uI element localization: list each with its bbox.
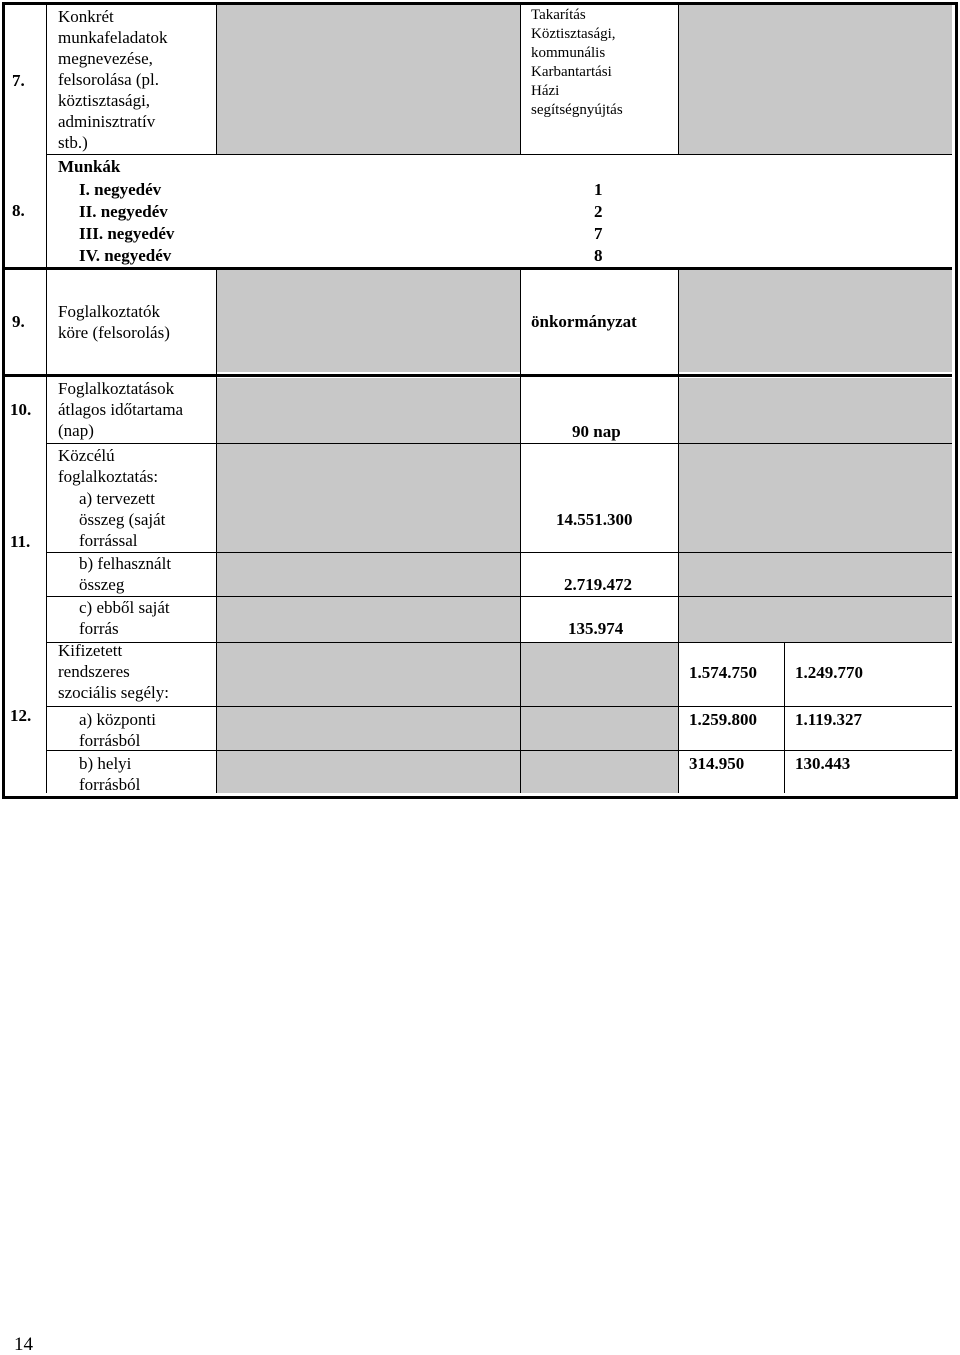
label-line: forrás	[79, 619, 119, 638]
row-divider	[46, 706, 952, 707]
row-divider	[46, 552, 952, 553]
column-divider	[520, 270, 521, 793]
row-number-10: 10.	[10, 400, 32, 419]
row-11-b-value: 2.719.472	[564, 575, 632, 594]
page-number: 14	[14, 1334, 33, 1355]
row-9-label	[58, 301, 170, 343]
row-divider	[46, 642, 952, 643]
quarter-label: I. negyedév	[79, 180, 162, 199]
row-number-7: 7.	[12, 71, 25, 90]
label-line: c) ebből saját	[79, 598, 170, 617]
row-9-value: önkormányzat	[531, 312, 637, 331]
quarter-label: III. negyedév	[79, 224, 175, 243]
column-divider	[784, 643, 785, 793]
task-type: segítségnyújtás	[531, 102, 623, 118]
label-line: rendszeres	[58, 662, 130, 681]
row-divider	[46, 596, 952, 597]
label-line: Kifizetett	[58, 641, 123, 660]
row-11-label	[58, 445, 158, 487]
column-divider	[216, 5, 217, 154]
row-11-c-label	[79, 597, 170, 639]
row-divider	[5, 374, 952, 377]
column-divider	[520, 5, 521, 154]
row-12-b-value: 130.443	[795, 754, 851, 773]
label-line: köre (felsorolás)	[58, 323, 170, 342]
task-type: Házi	[531, 83, 560, 99]
label-line: forrásból	[79, 731, 141, 750]
column-divider	[678, 270, 679, 793]
row-divider	[46, 154, 952, 155]
row-12-b-value: 314.950	[689, 754, 745, 773]
row-number-12: 12.	[10, 706, 32, 725]
column-divider	[216, 270, 217, 793]
row-12-b-label	[79, 753, 140, 795]
row-number-9: 9.	[12, 312, 25, 331]
label-line: szociális segély:	[58, 683, 169, 702]
row-divider	[46, 443, 952, 444]
column-divider	[46, 5, 47, 793]
task-type: kommunális	[531, 45, 606, 61]
task-type: Takarítás	[531, 7, 586, 23]
row-11-b-label	[79, 553, 171, 595]
label-line: Foglalkoztatások	[58, 379, 175, 398]
row-12-total-value: 1.249.770	[795, 663, 863, 682]
row-8-title: Munkák	[58, 157, 121, 176]
label-line: (nap)	[58, 421, 94, 440]
quarter-label: II. negyedév	[79, 202, 168, 221]
row-divider	[46, 750, 952, 751]
label-line: Foglalkoztatók	[58, 302, 160, 321]
task-type: Karbantartási	[531, 64, 612, 80]
label-line: forrásból	[79, 775, 141, 794]
label-line: stb.)	[58, 133, 88, 152]
task-type: Köztisztasági,	[531, 26, 616, 42]
row-10-label	[58, 378, 183, 441]
quarter-value: 7	[594, 224, 603, 243]
row-12-label	[58, 640, 169, 703]
label-line: megnevezése,	[58, 49, 153, 68]
row-12-a-label	[79, 709, 156, 751]
quarter-value: 8	[594, 246, 603, 265]
row-11-c-value: 135.974	[568, 619, 624, 638]
column-divider	[678, 5, 679, 154]
label-line: a) tervezett	[79, 489, 155, 508]
row-11-a-value: 14.551.300	[556, 510, 633, 529]
quarter-value: 2	[594, 202, 603, 221]
label-line: összeg	[79, 575, 125, 594]
label-line: foglalkoztatás:	[58, 467, 159, 486]
row-7-values	[531, 6, 623, 120]
label-line: forrással	[79, 531, 138, 550]
label-line: Konkrét	[58, 7, 114, 26]
row-11-a-label	[79, 488, 165, 551]
row-12-total-value: 1.574.750	[689, 663, 757, 682]
row-number-8: 8.	[12, 201, 25, 220]
row-12-a-value: 1.259.800	[689, 710, 757, 729]
label-line: a) központi	[79, 710, 156, 729]
label-line: b) helyi	[79, 754, 132, 773]
label-line: munkafeladatok	[58, 28, 168, 47]
label-line: adminisztratív	[58, 112, 156, 131]
quarter-value: 1	[594, 180, 603, 199]
label-line: átlagos időtartama	[58, 400, 184, 419]
quarter-label: IV. negyedév	[79, 246, 172, 265]
label-line: Közcélú	[58, 446, 115, 465]
label-line: összeg (saját	[79, 510, 166, 529]
row-7-label	[58, 6, 168, 153]
row-number-11: 11.	[10, 532, 31, 551]
label-line: köztisztasági,	[58, 91, 151, 110]
row-10-value: 90 nap	[572, 422, 621, 441]
label-line: b) felhasznált	[79, 554, 172, 573]
label-line: felsorolása (pl.	[58, 70, 160, 89]
row-divider	[5, 267, 952, 270]
row-12-a-value: 1.119.327	[795, 710, 863, 729]
